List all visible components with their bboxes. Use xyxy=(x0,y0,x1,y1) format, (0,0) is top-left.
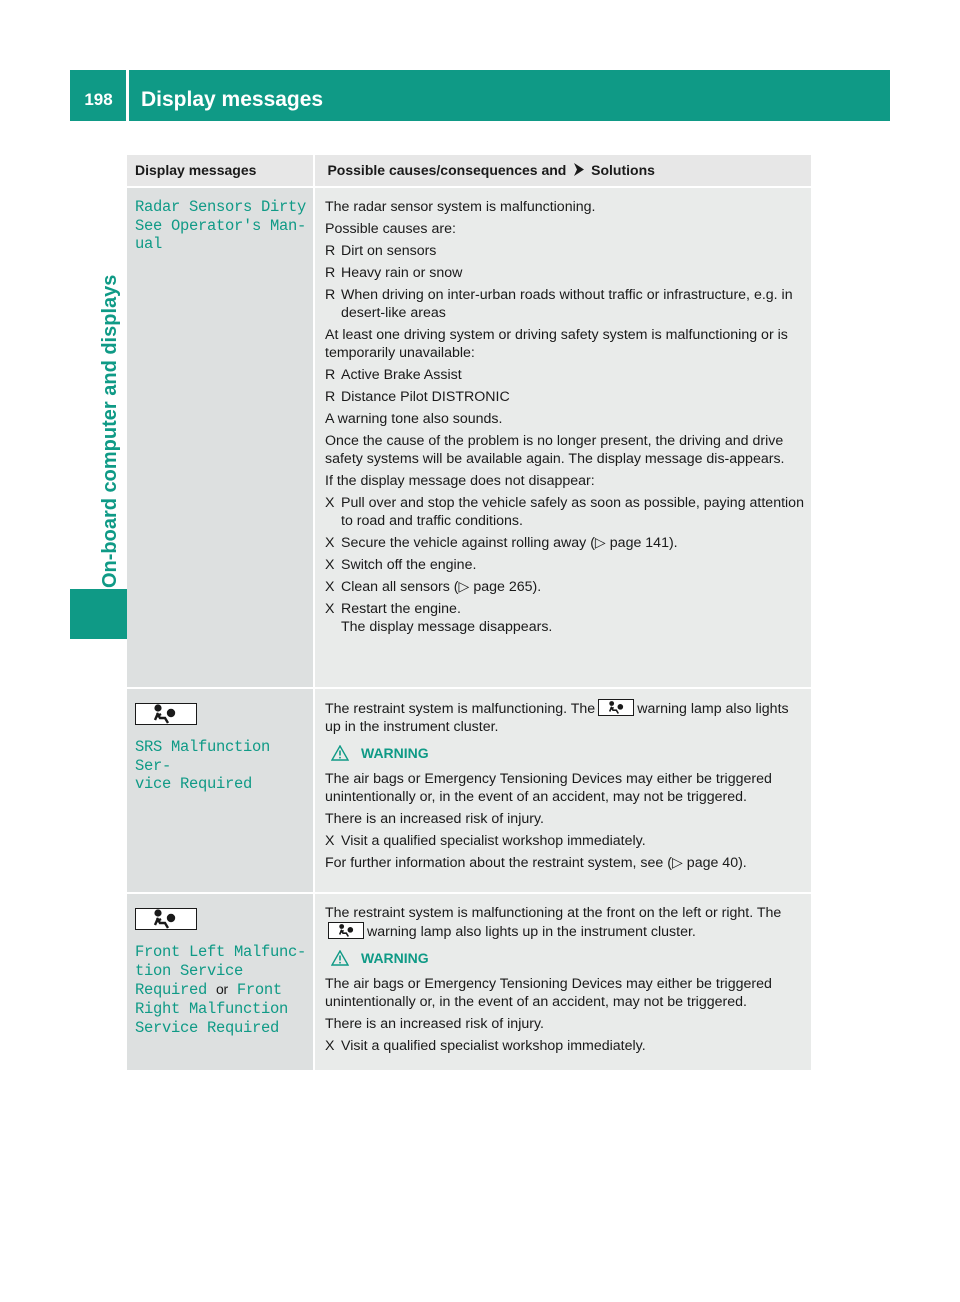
warning-heading: WARNING xyxy=(331,949,805,967)
display-messages-table xyxy=(127,155,811,1070)
paragraph: For further information about the restraint system, see (▷ page 40). xyxy=(325,855,747,871)
or-text: or xyxy=(216,981,228,998)
airbag-warning-icon xyxy=(328,922,364,939)
paragraph: If the display message does not disappear: xyxy=(325,473,595,489)
solutions-arrow-icon xyxy=(573,163,585,176)
message-line: Required or Front xyxy=(135,981,282,1000)
message-cell xyxy=(127,188,313,687)
paragraph: At least one driving system or driving safety system is malfunctioning or is temporarily unavailable: xyxy=(325,327,788,361)
table-header-row xyxy=(127,155,811,186)
message-line: ual xyxy=(135,235,163,254)
paragraph: The restraint system is malfunctioning at the front on the left or right. The warning lamp also lights up in the instrument cluster. xyxy=(325,905,782,940)
solution-cell xyxy=(315,894,811,1070)
side-tab-marker xyxy=(70,589,127,639)
warning-text: The air bags or Emergency Tensioning Devices may either be triggered unintentionally or, in the event of an accident, may not be triggered. xyxy=(325,976,772,1010)
paragraph: The radar sensor system is malfunctioning. xyxy=(325,199,596,215)
airbag-warning-icon xyxy=(135,703,197,725)
warning-text: There is an increased risk of injury. xyxy=(325,1016,544,1032)
action-step-icon: X xyxy=(325,1038,335,1054)
warning-triangle-icon xyxy=(331,950,349,966)
table-row xyxy=(127,188,811,687)
warning-text: There is an increased risk of injury. xyxy=(325,811,544,827)
result-text: The display message disappears. xyxy=(341,619,553,635)
column-header-suffix: Solutions xyxy=(591,162,655,178)
action-step: X Visit a qualified specialist workshop immediately. xyxy=(325,833,646,849)
list-item: R Active Brake Assist xyxy=(325,367,462,383)
action-step-icon: X xyxy=(325,535,335,551)
airbag-warning-icon xyxy=(598,699,634,716)
list-item: R When driving on inter-urban roads without traffic or infrastructure, e.g. in desert-like areas xyxy=(325,287,793,321)
column-header-prefix: Possible causes/consequences and xyxy=(327,162,567,178)
warning-text: The air bags or Emergency Tensioning Devices may either be triggered unintentionally or, in the event of an accident, may not be triggered. xyxy=(325,771,772,805)
message-line: Radar Sensors Dirty xyxy=(135,198,307,216)
action-step: X Clean all sensors (▷ page 265). xyxy=(325,579,542,595)
paragraph: The restraint system is malfunctioning. The warning lamp also lights up in the instrument cluster. xyxy=(325,701,789,735)
list-item: R Distance Pilot DISTRONIC xyxy=(325,389,510,405)
bullet-point-icon: R xyxy=(325,243,336,259)
action-step-icon: X xyxy=(325,601,335,617)
warning-heading: WARNING xyxy=(331,744,805,762)
warning-triangle-icon xyxy=(331,745,349,761)
airbag-warning-icon xyxy=(135,908,197,930)
bullet-point-icon: R xyxy=(325,367,336,383)
message-line: vice Required xyxy=(135,775,253,794)
bullet-point-icon: R xyxy=(325,389,336,405)
page-title: Display messages xyxy=(141,88,324,111)
table-row xyxy=(127,894,811,1070)
action-step: X Secure the vehicle against rolling away (▷ page 141). xyxy=(325,535,678,551)
action-step: X Pull over and stop the vehicle safely as soon as possible, paying attention to road and traffic conditions. xyxy=(325,495,804,529)
action-step-icon: X xyxy=(325,579,335,595)
list-item: R Heavy rain or snow xyxy=(325,265,463,281)
header-divider xyxy=(126,70,129,121)
message-line: Front Left Malfunc- xyxy=(135,943,307,961)
action-step: X Restart the engine. xyxy=(325,601,461,617)
message-line: SRS Malfunction Ser- xyxy=(135,738,271,775)
column-header-messages: Display messages xyxy=(127,155,313,186)
bullet-point-icon: R xyxy=(325,287,336,303)
action-step: X Visit a qualified specialist workshop immediately. xyxy=(325,1038,646,1054)
page-number: 198 xyxy=(84,90,113,109)
paragraph: Once the cause of the problem is no longer present, the driving and drive safety systems will be available again. The display message dis-appears. xyxy=(325,433,785,467)
table-row xyxy=(127,689,811,892)
message-cell xyxy=(127,894,313,1070)
bullet-point-icon: R xyxy=(325,265,336,281)
list-item: R Dirt on sensors xyxy=(325,243,437,259)
message-line: See Operator's Man- xyxy=(135,216,307,235)
solution-cell xyxy=(315,689,811,892)
action-step-icon: X xyxy=(325,557,335,573)
message-line: tion Service xyxy=(135,961,244,980)
solution-cell xyxy=(315,188,811,687)
action-step-icon: X xyxy=(325,833,335,849)
action-step: X Switch off the engine. xyxy=(325,557,477,573)
message-line: Service Required xyxy=(135,1018,280,1037)
paragraph: Possible causes are: xyxy=(325,221,456,237)
paragraph: A warning tone also sounds. xyxy=(325,411,503,427)
side-tab-label: On-board computer and displays xyxy=(99,274,121,588)
column-header-solutions xyxy=(315,155,811,186)
action-step-icon: X xyxy=(325,495,335,511)
message-cell xyxy=(127,689,313,892)
message-line: Right Malfunction xyxy=(135,1000,289,1019)
